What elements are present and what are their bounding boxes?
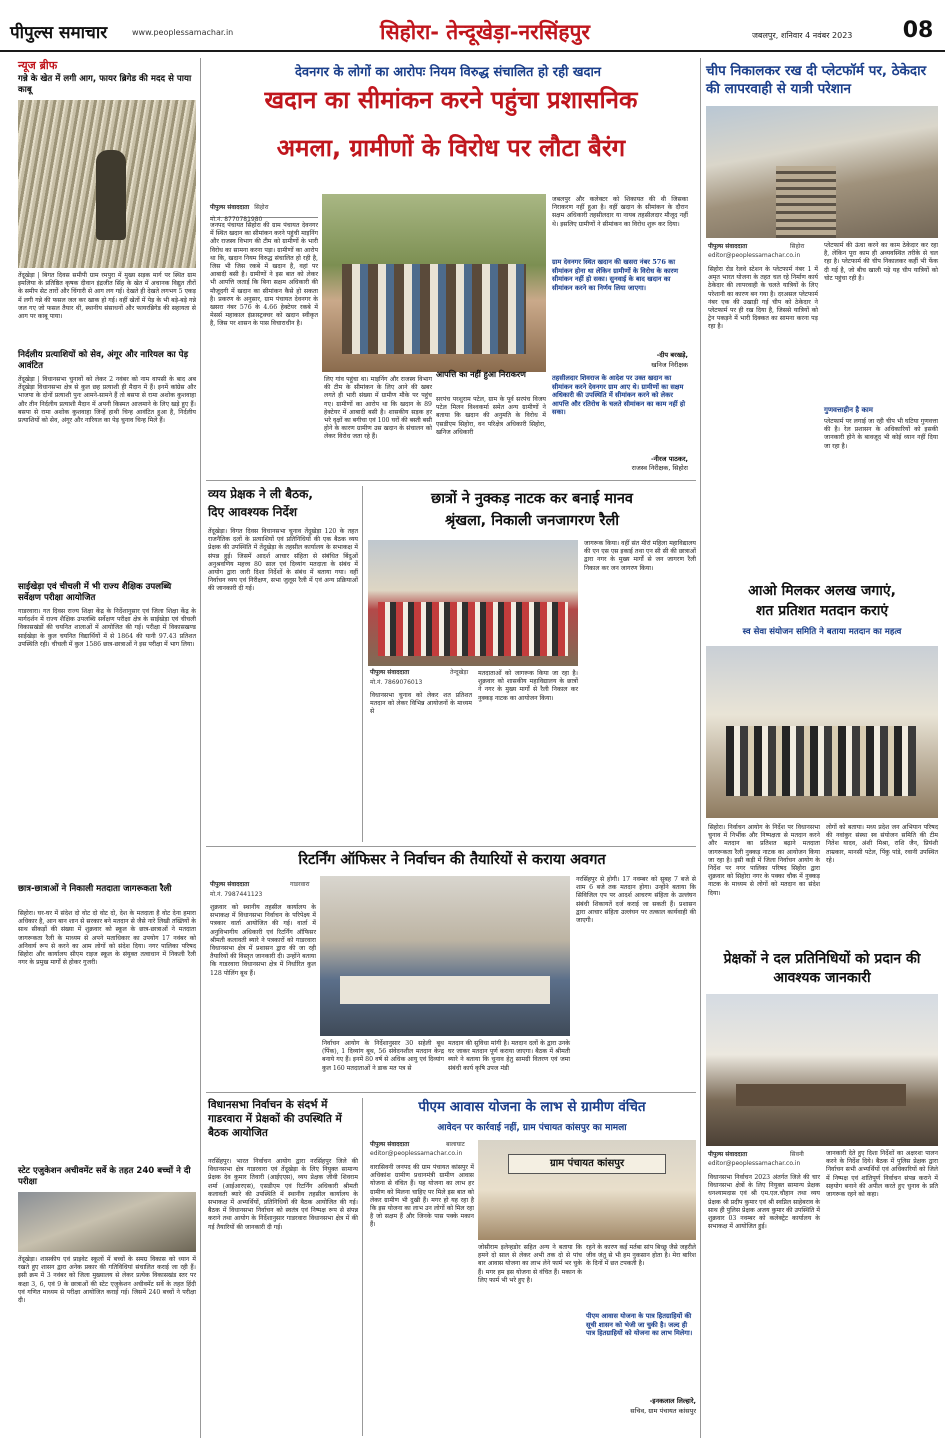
rally-headline-1: छात्रों ने नुक्कड़ नाटक कर बनाई मानव	[431, 491, 633, 507]
brief-body-1: तेंदूखेड़ा | बिगत दिवस समीपी ग्राम रमपुरा में मुख्य सड़क मार्ग पर स्थित ग्राम इमलिया के प्रतिष्ठित कृषक दीवान इंद्रजीत सिंह के खेत में अचानक विद्युत तीरों के समीप सेट तारों और चिंगारी से आग लग गई। देखते ही देखते लगभग 5 एकड़ में लगी गन्ने की फसल जल कर खाक हो गई। वहीं खेतों में पेड़ के भी बड़े-बड़े गन्ने जल गए जो फसल तैयार थी, स्थानीय संसाधनों और फायरब्रिगेड की सहायता से आग पर काबू पाया।	[18, 272, 196, 321]
awas-byline: पीपुल्स संवाददाता	[370, 1141, 410, 1148]
quote-2-name: -नीरज पाठकर,	[650, 455, 688, 463]
meeting-headline: विधानसभा निर्वाचन के संदर्भ में गाडरवारा में प्रेक्षकों की उपस्थिति में बैठक आयोजित	[208, 1099, 342, 1139]
awas-col-2: जोसीराम इलेन्हडोर सहित अन्य ने बताया कि हमने दो साल से लेकर अभी तक दो से पांच बार आवास योजना का लाभ लेने फार्म भर चुके हैं। मगर हम इस योजना से वंचित हैं। मकान के लिए फार्म भी भरे हुए है।	[478, 1244, 582, 1284]
main-col-2: लिए गांव पहुंचा था। माइनिंग और राजस्व विभाग की टीम के सीमांकन के लिए आने की खबर लगते ही भारी संख्या में ग्रामीण मौके पर पहुंच गए। ग्रामीणों का आरोप था कि खदान के 89 हेक्टेयर में आबादी बसी है। शासकीय सड़क हर भरे वृक्षों का बगीचा एवं 100 घरों की बस्ती बसी होने के कारण ग्रामीण उस खदान के संचालन को लेकर विरोध जता रहे हैं।	[324, 376, 432, 441]
observer-meeting-photo	[706, 994, 938, 1146]
expense-headline-1: व्यय प्रेक्षक ने ली बैठक,	[208, 487, 313, 501]
returning-col-4: नरसिंहपुर से होगी। 17 नवम्बर को सुबह 7 बजे से शाम 6 बजे तक मतदान होगा। उन्होंने बताया कि सिविजिल एप पर आदर्श आचरण संहिता के उल्लंघन संबंधी शिकायतें दर्ज कराई जा सकती हैं। प्रशासन द्वारा आचार संहिता उल्लंघन पर तत्काल कार्यवाही की जाएगी।	[576, 876, 696, 925]
news-brief-column	[18, 58, 196, 1438]
student-rally-photo	[368, 540, 578, 666]
observer-col-2: जानकारी देते हुए दिशा निर्देशों का अक्षरशः पालन करने के निर्देश दिये। बैठक में पुलिस प्रेक्षक द्वारा निर्वाचन सभी अभ्यर्थियों एवं अधिकारियों को जिले में निष्पक्ष एवं शांतिपूर्ण निर्वाचन संपन्न कराने में सहयोग बनाने की अपील करते हुए चुनाव के प्रति जागरूक रहने को कहा।	[826, 1150, 938, 1199]
quote-1-role: खनिज निरीक्षक	[651, 361, 688, 369]
main-headline-1: खदान का सीमांकन करने पहुंचा प्रशासनिक	[264, 86, 638, 114]
awas-subheadline: आवेदन पर कार्रवाई नहीं, ग्राम पंचायत कांसपुर का मामला	[437, 1123, 627, 1133]
train-col-2: प्लेटफार्म की ऊंचा करने का काम ठेकेदार कर रहा है, लेकिन पूरा काम ही अव्यवस्थित तरीके से चल रहा है। प्लेटफार्म की चीप निकालकर कहीं भी फेंक दी गई है, जो बीच खाली पड़े यह चीप यात्रियों को चोट पहुंचा रही है।	[824, 242, 938, 282]
observer-col-1: विधानसभा निर्वाचन 2023 अंतर्गत जिले की चार विधानसभा क्षेत्रों के लिए नियुक्त सामान्य प्रेक्षक धनश्यामदास एवं श्री एम.एल.चौहान तथा व्यय प्रेक्षक श्री प्रदीप कुमार एवं श्री स्वप्निल साहेबराव के साथ ही पुलिस प्रेक्षक अजय कुमार की उपस्थिति में शुक्रवार 03 नवम्बर को कलेक्ट्रेट कार्यालय के सभाकक्ष में आयोजित हुई।	[708, 1174, 820, 1231]
observer-headline: प्रेक्षकों ने दल प्रतिनिधियों को प्रदान की आवश्यक जानकारी	[723, 951, 921, 986]
returning-phone: मो.नं. 7987441123	[210, 891, 263, 898]
brief-headline-2: निर्दलीय प्रत्याशियों को सेव, अंगूर और नारियल का पेड़ आवंटित	[18, 350, 189, 371]
rally-headline-2: श्रृंखला, निकाली जनजागरण रैली	[444, 513, 620, 529]
rally-byline: पीपुल्स संवाददाता	[370, 669, 410, 676]
meeting-body: नरसिंहपुर। भारत निर्वाचन आयोग द्वारा नरसिंहपुर जिले की विधानसभा क्षेत्र गाडरवारा एवं तेंदूखेड़ा के लिए नियुक्त सामान्य प्रेक्षक देव कुमार तिवारी (आईएएस), व्यय प्रेक्षक जीवी शिवराम शर्मा (आईआरएस), एसडीएम एवं रिटर्निंग अधिकारी श्रीमती कलावती ब्यारे की उपस्थिति में स्थानीय तहसील कार्यालय के सभाकक्ष में अभ्यर्थियों, प्रतिनिधियों की बैठक आयोजित की गई। बैठक में विधानसभा निर्वाचन को स्वतंत्र एवं निष्पक्ष रूप से संपन्न कराने तथा आयोग के निर्देशानुसार गाडरवारा विधानसभा क्षेत्र में की गई तैयारियों की जानकारी दी गई।	[208, 1158, 358, 1231]
brief-body-5: तेंदूखेड़ा। शासकीय एवं प्राइवेट स्कूलों में बच्चों के समग्र विकास को ध्यान में रखते हुए शासन द्वारा अनेक प्रकार की गतिविधियां संचालित कराई जा रही हैं। इसी क्रम में 3 नवंबर को जिला मुख्यालय से लेकर प्रत्येक विकासखंड स्तर पर कक्षा 3, 6, एवं 9 के छात्राओं की स्टेट एजुकेशन अचीवमेंट सर्वे के तहत हिंदी एवं गणित माध्यम से परीक्षा आयोजित कराई गई। जिसमें 240 बच्चों ने परीक्षा दी।	[18, 1256, 196, 1305]
returning-headline: रिटर्निंग ऑफिसर ने निर्वाचन की तैयारियों से कराया अवगत	[298, 852, 606, 868]
main-byline: पीपुल्स संवाददाता	[210, 204, 250, 211]
train-col-3: प्लेटफार्म पर लगाई जा रही चीप भी घटिया गुणवत्ता की है। रेल प्रशासन के अधिकारियों को इसकी जानकारी होने के बावजूद भी कोई ध्यान नहीं दिया जा रहा है।	[824, 418, 938, 450]
column-divider-inner-2	[362, 1098, 363, 1436]
rally-place: तेन्दूखेड़ा	[450, 669, 469, 676]
voter-headline-2: शत प्रतिशत मतदान कराएं	[755, 603, 889, 619]
rail-track-shape	[776, 166, 836, 238]
returning-place: गाडरवारा	[290, 881, 310, 888]
awas-col-3: रहने के कारण कई मर्तबा सांप बिच्छू जैसे जहरीले जीव जंतु से भी हम नुकसान होता है। मेरा बारिश के दिनों में छत टपकती है।	[586, 1244, 696, 1268]
section-divider-2	[206, 846, 696, 847]
masthead	[0, 0, 945, 52]
voter-body: सिहोरा। निर्वाचन आयोग के निर्देश पर विधानसभा चुनाव में निर्भीक और निष्पक्षता से मतदान करने और मतदान का प्रतिशत बढ़ाने मतदाता जागरूकता रैली नुक्कड़ नाटक का आयोजन किया जा रहा है। इसी कड़ी में जिला निर्वाचन आयोग के निर्देश पर नगर पालिका परिषद सिहोरा द्वारा शुक्रवार को सिहोरा नगर के पक्का चौक में नुक्कड़ नाटक के माध्यम से लोगों को मतदान का संदेश दिया।	[708, 824, 820, 897]
paper-name: पीपुल्स समाचार	[10, 23, 108, 43]
main-place: सिहोरा	[254, 204, 269, 211]
exam-hall-photo	[18, 1192, 196, 1252]
rally-col-1: मतदाताओं को जागरूक किया जा रहा है। शुक्रवार को शासकीय महाविद्यालय के छात्रों ने नगर के मुख्य मार्गों से रैली निकाल कर नुक्कड़ नाटक का आयोजन किया।	[478, 670, 578, 702]
main-quote-2: तहसीलदार शिवराज के आदेश पर उक्त खदान का सीमांकन करने देवनगर ग्राम आए थे। ग्रामीणों का सक्षम अधिकारी की उपस्थिति में सीमांकन करने को लेकर आपत्ति और रतिरोध के चलते सीमांकन का काम नहीं हो सका।	[552, 374, 686, 417]
farmer-figure	[96, 150, 126, 240]
expense-body: तेंदूखेड़ा। विगत दिवस विधानसभा चुनाव तेंदूखेड़ा 120 के तहत राजनैतिक दलों के प्रत्याशियों एवं प्रतिनिधियों की एक बैठक व्यय प्रेक्षक की उपस्थिति में तेंदूखेड़ा के तहसील कार्यालय के सभाकक्ष में संपन्न हुई। जिसमें आदर्श आचार संहिता से संबंधित बिंदुओं अनुश्रवणिय महत्त्व 80 साल एवं दिव्यांग मतदाता के संबंध में आयोग द्वारा जारी दिशा निर्देशों के संबंध में बताया गया। वहीं निर्वाचन व्यय एवं निरीक्षण, सभा जुलूस रैली में एवं अन्य प्रक्रियाओं की जानकारी दी गई।	[208, 528, 358, 593]
train-subhead: गुणवत्ताहीन है काम	[824, 406, 873, 414]
brief-headline-5: स्टेट एजुकेशन अचीवमेंट सर्वे के तहत 240 बच्चों ने दी परीक्षा	[18, 1166, 191, 1187]
brief-headline-1: गन्ने के खेत में लगी आग, फायर ब्रिगेड की मदद से पाया काबू	[18, 74, 192, 95]
returning-byline: पीपुल्स संवाददाता	[210, 881, 250, 888]
awas-email[interactable]: editor@peoplessamachar.co.in	[370, 1150, 463, 1157]
brief-headline-3: साईखेड़ा एवं चीचली में भी राज्य शैक्षिक उपलब्धि सर्वेक्षण परीक्षा आयोजित	[18, 582, 172, 603]
main-quote-1: ग्राम देवनगर स्थित खदान की खसरा नंबर 576 का सीमांकन होना था लेकिन ग्रामीणों के विरोध के कारण सीमांकन नहीं हो सका। सुनवाई के बाद खदान का सीमांकन करने का निर्णय लिया जाएगा।	[552, 258, 679, 292]
train-byline: पीपुल्स संवाददाता	[708, 243, 748, 250]
voter-body-2: लोगों को बताया। मध्य प्रदेश जन अभियान परिषद की नवांकुर संस्था स्व संयोजन समिति की टीम नितेश यादव, अंशी मिश्रा, राशि जैन, प्रियंशी ताम्रकार, मानसी पटेल, पिंकु पांडे, रवानी उपस्थित रहे।	[826, 824, 938, 864]
main-col-1: जनपद पंचायत सिहोरा की ग्राम पंचायत देवनगर में स्थित खदान का सीमांकन करने पहुंची माइनिंग और राजस्व विभाग की टीम को ग्रामीणों के भारी विरोध का सामना करना पड़ा। ग्रामीणों का आरोप था कि, खदान नियम विरुद्ध संचालित हो रही है, जिस भी जिस रकबे में खदान है, वहां पर आबादी बसी है। ग्रामीणों ने इस बात को लेकर भी आपत्ति जताई कि बिना सक्षम अधिकारी की मौजूदगी में खदान का सीमांकन कैसे हो सकता है। प्रकरण के अनुसार, ग्राम पंचायत देवनगर के खसरा नंबर 576 के 4.66 हेक्टेयर रकबे में मेसर्स महाकाल इंफ्रास्ट्रक्चर को खदान स्वीकृत है, जिस पर शासन के पास विचाराधीन है।	[210, 222, 318, 328]
brief-body-2: तेंदूखेड़ा | विधानसभा चुनावों को लेकर 2 नवंबर को नाम वापसी के बाद अब तेंदूखेड़ा विधानसभा क्षेत्र से कुल छह प्रत्याशी ही मैदान में हैं। इनमें कांग्रेस और भाजपा के दोनों प्रत्याशी पुनः आमने-सामने हैं तो बसपा से रामा अशोक कुशवाहा और तीन निर्दलीय प्रत्याशी मैदान में अपनी किस्मत आजमाने के लिए खड़े हुए हैं। बसपा से रामा अशोक कुशवाहा जिन्हें हाथी चिन्ह आवंटित हुआ है, निर्दलीय प्रत्याशियों को सेव, अंगूर और नारियल का पेड़ चुनाव चिन्ह मिले हैं।	[18, 376, 196, 425]
main-phone: मो.नं. 8770781980	[210, 216, 263, 223]
column-divider-right	[700, 58, 701, 1438]
awas-place: बालाघाट	[446, 1141, 465, 1148]
press-conference-photo	[320, 876, 570, 1036]
brief-label: न्यूज ब्रीफ	[18, 59, 58, 72]
railway-platform-photo	[706, 106, 938, 238]
main-col-3: सरपंच परशुराम पटेल, ग्राम के पूर्व सरपंच विजय पटेल मिलन विश्वकर्मा समेत अन्य ग्रामीणों ने बताया कि खदान की अनुमति के विरोध में एसडीएम सिहोरा, वन परिक्षेत्र अधिकारी सिहोरा, खनिज अधिकारी	[436, 396, 546, 436]
brief-body-3: गाडरवारा। गत दिवस राज्य शिक्षा केंद्र के निर्देशानुसार एवं जिला शिक्षा केंद्र के मार्गदर्शन में राज्य शैक्षिक उपलब्धि सर्वेक्षण परीक्षा क्षेत्र के साईखेड़ा एवं चीचली विकासखंडों की चयनित शालाओं में आयोजित की गई। परीक्षा में विकासखण्ड साईखेड़ा के कुल चयनित विद्यार्थियों में से 1864 की यानी 97.43 प्रतिशत उपस्थिति रही। चीचली में कुल 1586 छात्र-छात्राओं ने इस परीक्षा में भाग लिया।	[18, 608, 196, 648]
main-headline-2: अमला, ग्रामीणों के विरोध पर लौटा बैरंग	[276, 134, 626, 162]
crowd-shape	[342, 264, 526, 354]
train-email[interactable]: editor@peoplessamachar.co.in	[708, 252, 801, 259]
awas-col-1: वारासिवनी जनपद की ग्राम पंचायत कांसपुर में अधिकांश ग्रामीण प्रधानमंत्री ग्रामीण आवास योजना से वंचित हैं। यह योजना का लाभ हर ग्रामीण को मिलना चाहिए पर मिले इस बात को लेकर ग्रामीण भी दुखी हैं। मगर हो यह रहा है कि इस योजना का लाभ उन लोगों को मिल रहा है जो सक्षम हैं और जिनके पास पक्के मकान हैं।	[370, 1164, 474, 1229]
train-headline: चीप निकालकर रख दी प्लेटफॉर्म पर, ठेकेदार की लापरवाही से यात्री परेशान	[706, 63, 927, 97]
voter-headline-1: आओ मिलकर अलख जगाएं,	[748, 583, 896, 599]
panchayat-board: ग्राम पंचायत कांसपुर	[508, 1154, 666, 1174]
expense-headline-2: दिए आवश्यक निर्देश	[208, 505, 297, 519]
dateline: जबलपुर, शनिवार 4 नवंबर 2023	[752, 31, 853, 40]
edition-title: सिहोरा- तेन्दूखेड़ा-नरसिंहपुर	[380, 20, 591, 44]
awas-headline: पीएम आवास योजना के लाभ से ग्रामीण वंचित	[418, 1099, 646, 1115]
rally-col-3: जागरूक किया। वहीं संत मीरां महिला महाविद्यालय की एन एस एस इकाई तथा एन सी सी की छात्राओं द्वारा नगर के मुख्य मार्गों से जन जागरण रैली निकाल कर जन जागरण किया।	[584, 540, 696, 572]
street-play-photo	[706, 646, 938, 818]
returning-col-2: निर्वाचन आयोग के निर्देशानुसार 30 सहेली बूथ (पिंक), 1 दिव्यांग बूथ, 56 संवेदनशील मतदान केन्द्र बनाये गए हैं। इनमें 80 वर्ष से अधिक आयु एवं दिव्यांग कुल 160 मतदाताओं ने डाक मत पत्र से	[322, 1040, 444, 1072]
performers-shape	[726, 726, 916, 796]
panchayat-building-photo	[478, 1140, 696, 1240]
section-divider-3	[206, 1092, 696, 1093]
students-shape	[378, 602, 568, 656]
main-byline-box	[210, 194, 318, 223]
awas-quote: पीएम आवास योजना के पात्र हितग्राहियों की सूची शासन को भेजी जा चुकी है। जल्द ही पात्र हितग्राहियों को योजना का लाभ मिलेगा।	[586, 1312, 693, 1338]
rally-col-2: विधानसभा चुनाव को लेकर शत प्रतिशत मतदान को लेकर विभिन्न आयोजनों के माध्यम से	[370, 692, 472, 716]
quote-2-role: राजस्व निरीक्षक, सिहोरा	[631, 464, 688, 472]
train-place: सिहोरा	[790, 243, 805, 250]
press-table-shape	[340, 976, 550, 1004]
returning-col-1: शुक्रवार को स्थानीय तहसील कार्यालय के सभाकक्ष में विधानसभा निर्वाचन के परिपेक्ष्य में पत्रकार वार्ता आयोजित की गई। वार्ता में अनुविभागीय अधिकारी एवं रिटर्निंग ऑफिसर श्रीमती कलावती ब्यारे ने पत्रकारों को गाडरवारा विधानसभा क्षेत्र में प्रशासन द्वारा की जा रही तैयारियों की विस्तृत जानकारी दी। उन्होंने बताया कि गाडरवारा विधानसभा क्षेत्र में निर्धारित कुल 128 पोलिंग बूथ हैं।	[210, 904, 316, 977]
main-col-4: जबलपुर और कलेक्टर को शिकायत की थी जिसका निराकरण नहीं हुआ है। वहीं खदान के सीमांकन के दौरान सक्षम अधिकारी तहसीलदार या नायब तहसीलदार मौजूद नहीं थे। इसलिए ग्रामीणों ने सीमांकन का विरोध शुरू कर दिया।	[552, 196, 688, 228]
observer-email[interactable]: editor@peoplessamachar.co.in	[708, 1160, 801, 1167]
observer-place: सिवनी	[790, 1151, 804, 1158]
page-number: 08	[896, 18, 940, 48]
website-link[interactable]: www.peoplessamachar.in	[132, 28, 234, 37]
observer-byline: पीपुल्स संवाददाता	[708, 1151, 748, 1158]
section-divider	[206, 480, 696, 481]
quote-1-name: -दीप बरखड़े,	[656, 351, 688, 359]
awas-quote-name: -इनकलाल लिल्हारे,	[649, 1397, 696, 1405]
brief-headline-4: छात्र-छात्राओं ने निकाली मतदाता जागरूकता रैली	[18, 884, 172, 894]
villagers-protest-photo	[322, 194, 546, 372]
main-photo-caption: आपत्ति का नहीं हुआ निराकरण	[436, 370, 526, 379]
brief-body-4: सिहोरा। घर-घर में संदेश दो वोट दो वोट दो, देश के मतदाता है वोट देना हमारा अधिकार है, आन बान शान से सरकार बने मतदान से जैसे नारे लिखी तख्तियों के साथ सीकड़ों की संख्या में शुक्रवार को स्कूल के छात्र-छात्राओं ने मतदाता जागरूकता रैली के माध्यम से अपने मताधिकार का उपयोग 17 नवंबर को अनिवार्य रूप से करने का आम लोगों को संदेश दिया। नगर पालिका परिषद सिहोरा और कार्यालय सीएम राइज स्कूल के संयुक्त तत्वाधान में निकली रैली नगर के प्रमुख मार्गों से होकर गुजरी।	[18, 910, 196, 967]
column-divider-inner	[362, 486, 363, 842]
voter-subheadline: स्व सेवा संयोजन समिति ने बताया मतदान का महत्व	[742, 627, 902, 637]
rally-phone: मो.नं. 7869076013	[370, 679, 423, 686]
sugarcane-fire-photo	[18, 100, 196, 268]
main-kicker: देवनगर के लोगों का आरोपः नियम विरुद्ध संचालित हो रही खदान	[294, 65, 602, 80]
awas-quote-role: सचिव, ग्राम पंचायत कांसपुर	[630, 1407, 696, 1415]
meeting-table-shape	[736, 1084, 906, 1106]
column-divider	[200, 58, 201, 1438]
returning-col-3: मतदान की सुविधा मांगी है। मतदान दलों के द्वारा उनके घर जाकर मतदान पूर्ण कराया जाएगा। बैठक में श्रीमती ब्यारे ने बताया कि चुनाव हेतु सामग्री वितरण एवं जमा संबंधी कार्य कृषि उपज मंडी	[448, 1040, 570, 1072]
train-col-1: सिहोरा रोड रेलवे स्टेशन के प्लेटफार्म नंबर 1 में अमृत भारत योजना के तहत चल रहे निर्माण कार्य ठेकेदार की लापरवाही के चलते यात्रियों के लिए परेशानी का कारण बन गया है। दरअसल प्लेटफार्म नंबर एक की उखाड़ी गई चीप को ठेकेदार ने प्लेटफार्म पर ही रख दिया है, जिससे यात्रियों को ट्रेन पकड़ने में भारी दिक्कत का सामना करना पड़ रहा है।	[708, 266, 818, 331]
